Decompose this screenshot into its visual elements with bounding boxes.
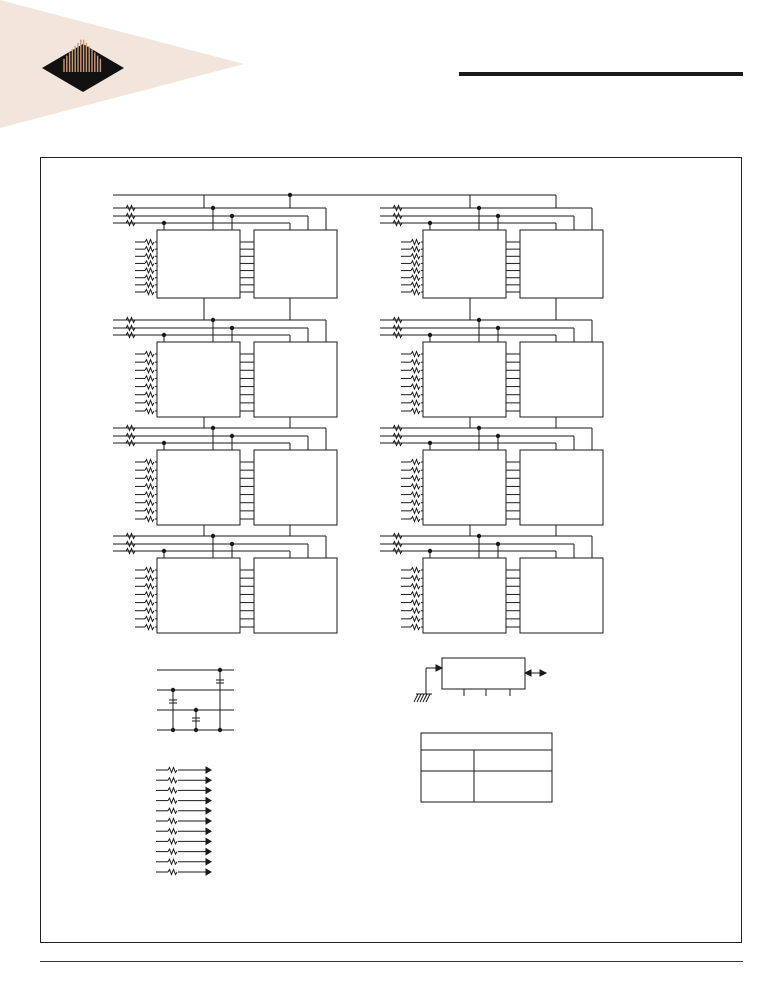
junction-dot [211, 534, 215, 538]
memory-chip [423, 230, 506, 298]
data-resistor [411, 261, 420, 266]
data-resistor [411, 282, 420, 287]
memory-chip [254, 230, 337, 298]
junction-dot [211, 426, 215, 430]
arrow-head [206, 787, 211, 793]
data-resistor [411, 468, 420, 473]
data-resistor [145, 368, 154, 373]
data-resistor [411, 290, 420, 295]
data-resistor [411, 608, 420, 613]
data-resistor [411, 616, 420, 621]
junction-dot [218, 668, 222, 672]
decoupling-capacitor-network [157, 668, 234, 732]
junction-dot [162, 333, 166, 337]
data-resistor [145, 400, 154, 405]
data-resistor [411, 600, 420, 605]
data-resistor [411, 254, 420, 259]
data-resistor [145, 517, 154, 522]
junction-dot [477, 534, 481, 538]
data-resistor [411, 384, 420, 389]
arrow-head [206, 818, 211, 824]
arrow-head [206, 767, 211, 773]
data-resistor [411, 352, 420, 357]
series-resistor [168, 798, 177, 803]
arrow-head [206, 849, 211, 855]
data-resistor [411, 376, 420, 381]
data-resistor [411, 476, 420, 481]
memory-chip [423, 450, 506, 525]
data-resistor [145, 360, 154, 365]
data-resistor [145, 568, 154, 573]
data-resistor [145, 290, 154, 295]
data-resistor [411, 592, 420, 597]
device-block [442, 658, 525, 689]
junction-dot [162, 221, 166, 225]
data-resistor [145, 484, 154, 489]
arrow-head [206, 869, 211, 875]
memory-chip [254, 450, 337, 525]
arrow-head [206, 777, 211, 783]
data-resistor [145, 584, 154, 589]
arrow-head [540, 670, 546, 676]
data-resistor [145, 476, 154, 481]
data-resistor [145, 409, 154, 414]
series-resistor [168, 829, 177, 834]
series-resistor [168, 859, 177, 864]
junction-dot [428, 221, 432, 225]
data-resistor [411, 360, 420, 365]
data-resistor [145, 352, 154, 357]
junction-dot [162, 549, 166, 553]
data-resistor [411, 508, 420, 513]
memory-chip [254, 342, 337, 417]
arrow-head [206, 838, 211, 844]
data-resistor [411, 517, 420, 522]
memory-chip [423, 558, 506, 633]
memory-chip [157, 230, 240, 298]
memory-chip [520, 230, 603, 298]
data-resistor [411, 240, 420, 245]
junction-dot [230, 542, 234, 546]
junction-dot [218, 728, 222, 732]
data-resistor [411, 492, 420, 497]
data-resistor [411, 584, 420, 589]
series-resistor-list [156, 767, 211, 875]
data-resistor [145, 254, 154, 259]
junction-dot [194, 728, 198, 732]
junction-dot [496, 326, 500, 330]
series-resistor [168, 788, 177, 793]
data-resistor [411, 275, 420, 280]
data-resistor [145, 468, 154, 473]
data-resistor [411, 268, 420, 273]
data-resistor [145, 600, 154, 605]
data-resistor [145, 384, 154, 389]
arrow-head [206, 808, 211, 814]
junction-dot [477, 206, 481, 210]
junction-dot [428, 549, 432, 553]
data-resistor [411, 400, 420, 405]
data-resistor [411, 500, 420, 505]
data-resistor [145, 275, 154, 280]
data-resistor [411, 460, 420, 465]
data-resistor [145, 592, 154, 597]
device-symbol [414, 658, 546, 702]
series-resistor [168, 768, 177, 773]
data-resistor [145, 247, 154, 252]
memory-array [113, 193, 603, 633]
junction-dot [162, 441, 166, 445]
data-resistor [145, 282, 154, 287]
junction-dot [496, 434, 500, 438]
junction-dot [428, 333, 432, 337]
arrow-head [525, 670, 531, 676]
junction-dot [211, 206, 215, 210]
data-resistor [411, 392, 420, 397]
series-resistor [168, 778, 177, 783]
series-resistor [168, 839, 177, 844]
data-resistor [145, 508, 154, 513]
junction-dot [477, 318, 481, 322]
data-resistor [145, 500, 154, 505]
arrow-head [206, 798, 211, 804]
junction-dot [171, 728, 175, 732]
data-resistor [145, 261, 154, 266]
memory-chip [157, 450, 240, 525]
junction-dot [496, 542, 500, 546]
memory-chip [520, 342, 603, 417]
pin-table [421, 733, 552, 802]
data-resistor [145, 392, 154, 397]
data-resistor [411, 484, 420, 489]
arrow-head [206, 828, 211, 834]
data-resistor [411, 625, 420, 630]
junction-dot [230, 326, 234, 330]
table-border [421, 733, 552, 802]
series-resistor [168, 808, 177, 813]
junction-dot [230, 214, 234, 218]
junction-dot [211, 318, 215, 322]
memory-chip [520, 450, 603, 525]
series-resistor [168, 849, 177, 854]
data-resistor [411, 568, 420, 573]
data-resistor [145, 616, 154, 621]
arrow-head [206, 859, 211, 865]
arrow-head [436, 665, 442, 671]
memory-chip [423, 342, 506, 417]
data-resistor [411, 368, 420, 373]
data-resistor [145, 268, 154, 273]
junction-dot [230, 434, 234, 438]
memory-chip [157, 558, 240, 633]
data-resistor [145, 492, 154, 497]
data-resistor [145, 376, 154, 381]
junction-dot [477, 426, 481, 430]
series-resistor [168, 870, 177, 875]
junction-dot [496, 214, 500, 218]
data-resistor [145, 576, 154, 581]
junction-dot [171, 688, 175, 692]
junction-dot [428, 441, 432, 445]
data-resistor [145, 608, 154, 613]
data-resistor [411, 247, 420, 252]
data-resistor [145, 240, 154, 245]
memory-chip [254, 558, 337, 633]
data-resistor [411, 576, 420, 581]
data-resistor [145, 460, 154, 465]
data-resistor [411, 409, 420, 414]
memory-chip [157, 342, 240, 417]
series-resistor [168, 819, 177, 824]
memory-chip [520, 558, 603, 633]
data-resistor [145, 625, 154, 630]
junction-dot [194, 708, 198, 712]
